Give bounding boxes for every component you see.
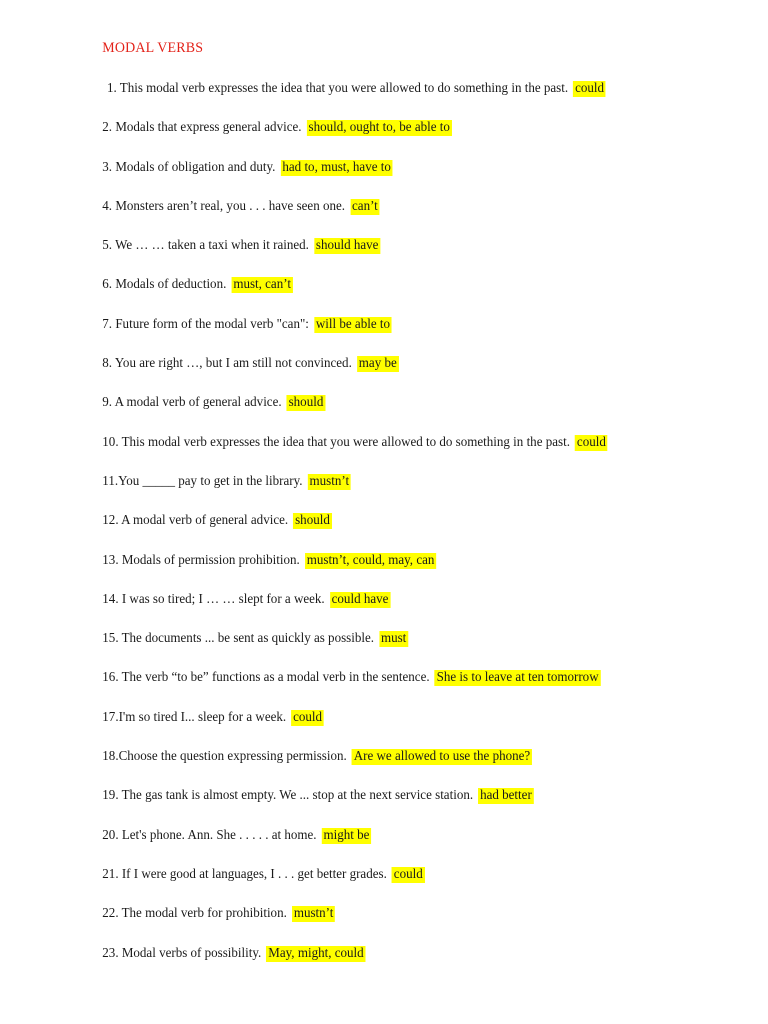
question-text: 23. Modal verbs of possibility. — [102, 945, 265, 961]
question-item — [102, 316, 753, 355]
question-item — [102, 355, 753, 394]
question-item — [102, 434, 753, 473]
question-item — [102, 80, 753, 119]
question-item — [102, 394, 753, 433]
question-text: 5. We … … taken a taxi when it rained. — [102, 238, 313, 254]
answer-highlight: should — [295, 513, 330, 529]
question-item — [102, 905, 753, 944]
question-text: 19. The gas tank is almost empty. We ... stop at the next service station. — [102, 788, 477, 804]
question-text: 17.I'm so tired I... sleep for a week. — [102, 709, 290, 725]
question-item — [102, 473, 753, 512]
answer-highlight: mustn’t — [309, 473, 350, 489]
question-text: 4. Monsters aren’t real, you . . . have seen one. — [102, 198, 349, 214]
answer-highlight: Are we allowed to use the phone? — [353, 749, 531, 765]
question-item — [102, 748, 753, 787]
question-text: 1. This modal verb expresses the idea that you were allowed to do something in the past. — [106, 81, 572, 96]
question-text: 7. Future form of the modal verb "can": — [102, 316, 313, 332]
question-item — [102, 552, 753, 591]
question-text: 10. This modal verb expresses the idea that you were allowed to do something in the past. — [102, 434, 574, 450]
question-item — [102, 159, 753, 198]
question-item — [102, 669, 753, 708]
question-text: 12. A modal verb of general advice. — [102, 513, 292, 529]
question-item — [102, 787, 753, 826]
answer-highlight: May, might, could — [268, 945, 364, 961]
answer-highlight: should have — [315, 238, 379, 254]
question-item — [102, 591, 753, 630]
answer-highlight: had better — [480, 788, 532, 804]
question-text: 2. Modals that express general advice. — [102, 120, 305, 136]
question-item — [102, 237, 753, 276]
question-item — [102, 119, 753, 158]
answer-highlight: mustn’t, could, may, can — [306, 552, 435, 568]
question-text: 8. You are right …, but I am still not convinced. — [102, 356, 356, 372]
question-text: 9. A modal verb of general advice. — [102, 395, 285, 411]
answer-highlight: could — [293, 709, 323, 725]
question-text: 11.You _____ pay to get in the library. — [102, 473, 306, 489]
answer-highlight: may be — [358, 356, 397, 372]
question-text: 15. The documents ... be sent as quickly as possible. — [102, 631, 378, 647]
question-item — [102, 512, 753, 551]
answer-highlight: must — [380, 631, 407, 647]
question-item — [102, 709, 753, 748]
question-item — [102, 827, 753, 866]
answer-highlight: had to, must, have to — [282, 159, 391, 175]
question-item — [102, 866, 753, 905]
question-item — [102, 630, 753, 669]
question-text: 16. The verb “to be” functions as a modal verb in the sentence. — [102, 670, 433, 686]
answer-highlight: She is to leave at ten tomorrow — [436, 670, 599, 686]
question-text: 3. Modals of obligation and duty. — [102, 159, 279, 175]
answer-highlight: could have — [331, 591, 389, 607]
answer-highlight: should — [288, 395, 324, 411]
question-text: 14. I was so tired; I … … slept for a week. — [102, 591, 328, 607]
question-text: 22. The modal verb for prohibition. — [102, 906, 291, 922]
answer-highlight: could — [575, 81, 605, 96]
question-text: 21. If I were good at languages, I . . . get better grades. — [102, 866, 391, 882]
question-item — [102, 945, 753, 984]
answer-highlight: should, ought to, be able to — [308, 120, 450, 136]
answer-highlight: mustn’t — [293, 906, 334, 922]
question-text: 13. Modals of permission prohibition. — [102, 552, 304, 568]
answer-highlight: can’t — [352, 198, 378, 214]
answer-highlight: could — [576, 434, 606, 450]
question-text: 20. Let's phone. Ann. She . . . . . at home. — [102, 827, 320, 843]
question-list — [102, 80, 753, 984]
question-text: 6. Modals of deduction. — [102, 277, 230, 293]
question-text: 18.Choose the question expressing permission. — [102, 749, 351, 765]
answer-highlight: will be able to — [315, 316, 391, 332]
answer-highlight: must, can’t — [233, 277, 291, 293]
question-item — [102, 276, 753, 315]
answer-highlight: could — [393, 866, 423, 882]
page-title: MODAL VERBS — [102, 40, 204, 56]
answer-highlight: might be — [323, 827, 370, 843]
question-item — [102, 198, 753, 237]
